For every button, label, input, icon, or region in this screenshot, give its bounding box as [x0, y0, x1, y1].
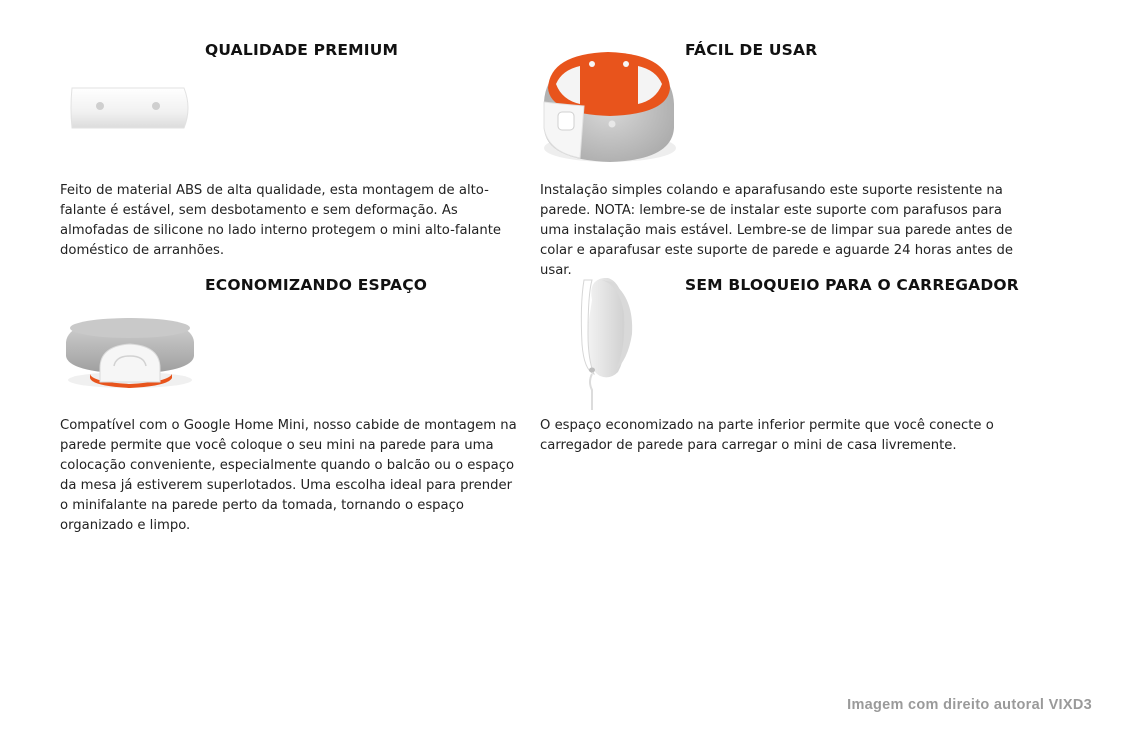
feature-title: SEM BLOQUEIO PARA O CARREGADOR — [685, 276, 1019, 294]
feature-description: O espaço economizado na parte inferior permite que você conecte o carregador de parede para carregar o mini de casa livremente. — [540, 418, 994, 453]
feature-title: QUALIDADE PREMIUM — [205, 41, 399, 59]
feature-title: FÁCIL DE USAR — [685, 41, 818, 59]
feature-description: Instalação simples colando e aparafusando este suporte resistente na parede. NOTA: lembre-se de instalar este suporte com parafusos para uma instalação mais estável. Lembre-se de limpar sua parede antes de colar e aparafusar este suporte de parede e aguarde 24 horas antes de usar. — [540, 183, 1013, 278]
copyright-watermark: Imagem com direito autoral VIXD3 — [847, 697, 1092, 713]
wall-mounted-speaker-icon — [578, 274, 644, 414]
feature-description: Feito de material ABS de alta qualidade, esta montagem de alto-falante é estável, sem desbotamento e sem deformação. As almofadas de silicone no lado interno protegem o mini alto-falante doméstico de arranhões. — [60, 183, 501, 258]
feature-title: ECONOMIZANDO ESPAÇO — [205, 276, 428, 294]
feature-description: Compatível com o Google Home Mini, nosso cabide de montagem na parede permite que você coloque o seu mini na parede para uma colocação conveniente, especialmente quando o balcão ou o espaço da mesa já estiverem superlotados. Uma escolha ideal para prender o minifalante na parede perto da tomada, tornando o espaço organizado e limpo. — [60, 418, 517, 533]
